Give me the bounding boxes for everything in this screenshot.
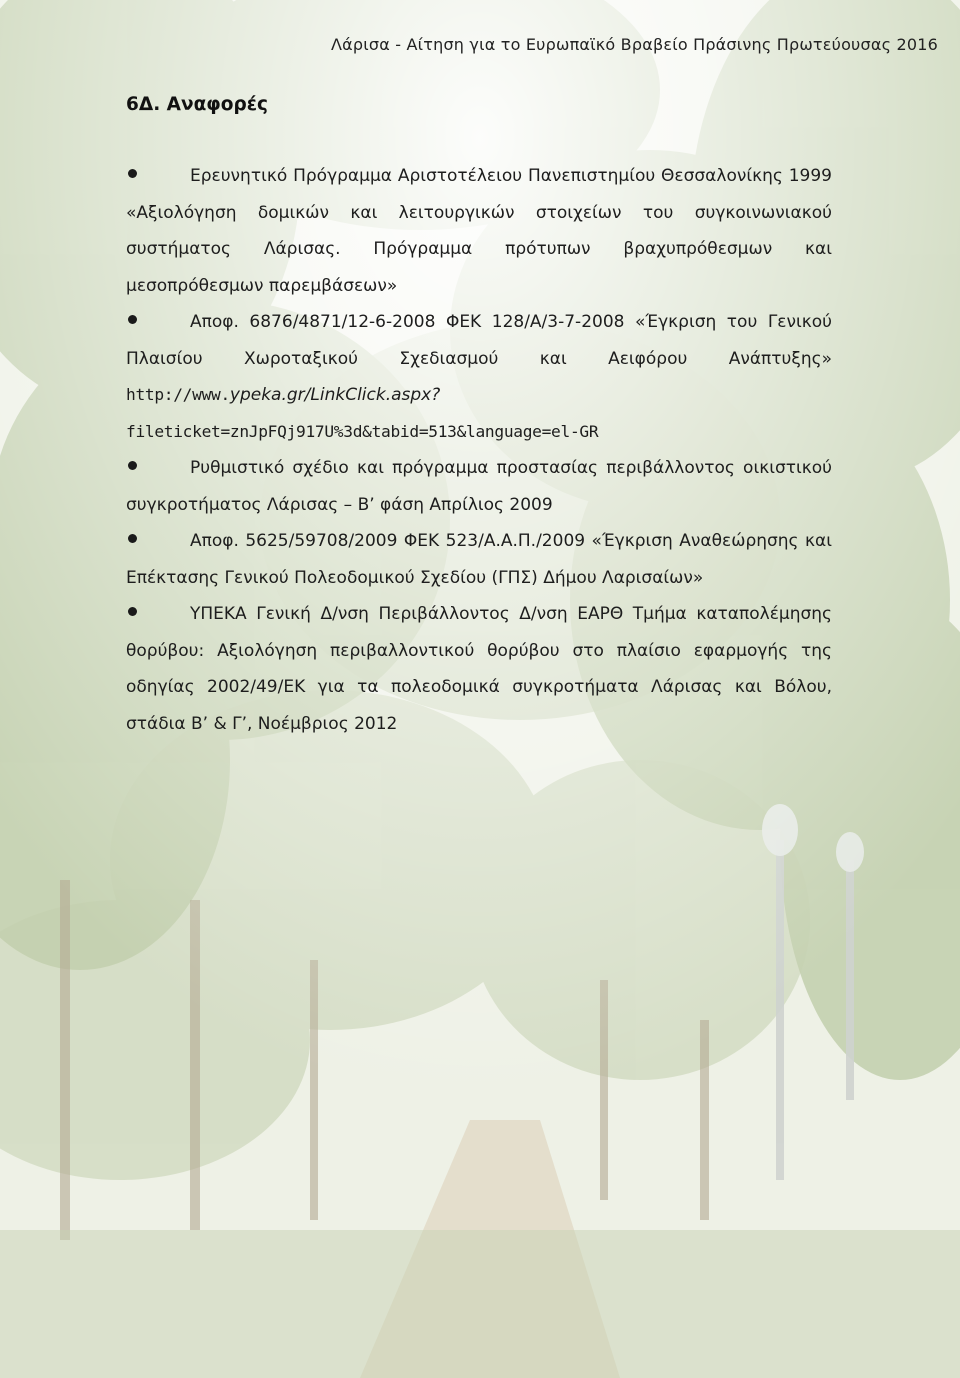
reference-item xyxy=(126,304,832,450)
reference-text: Αποφ. 5625/59708/2009 ΦΕΚ 523/Α.Α.Π./2009 «Έγκριση Αναθεώρησης και Επέκτασης Γενικού Πολεοδομικού Σχεδίου (ΓΠΣ) Δήμου Λαρισαίων» xyxy=(126,531,832,588)
reference-text: Ερευνητικό Πρόγραμμα Αριστοτέλειου Πανεπιστημίου Θεσσαλονίκης 1999 «Αξιολόγηση δομικών και λειτουργικών στοιχείων του συγκοινωνιακού συστήματος Λάρισας. Πρόγραμμα πρότυπων βραχυπρόθεσμων και μεσοπρόθεσμων παρεμβάσεων» xyxy=(126,166,832,296)
reference-list xyxy=(126,158,832,742)
reference-item xyxy=(126,450,832,523)
link-body: ypeka.gr/LinkClick.aspx? xyxy=(229,385,441,405)
reference-link[interactable] xyxy=(126,385,598,442)
reference-item xyxy=(126,596,832,742)
reference-text: Αποφ. 6876/4871/12-6-2008 ΦΕΚ 128/Α/3-7-2008 «Έγκριση του Γενικού Πλαισίου Χωροταξικού Σχεδιασμού και Αειφόρου Ανάπτυξης» xyxy=(126,312,832,369)
link-prefix: http://www. xyxy=(126,385,230,404)
reference-item xyxy=(126,158,832,304)
reference-text: Ρυθμιστικό σχέδιο και πρόγραμμα προστασίας περιβάλλοντος οικιστικού συγκροτήματος Λάρισας – Β’ φάση Απρίλιος 2009 xyxy=(126,458,832,515)
section-title: 6Δ. Αναφορές xyxy=(126,94,268,115)
running-header: Λάρισα - Αίτηση για το Ευρωπαϊκό Βραβείο Πράσινης Πρωτεύουσας 2016 xyxy=(331,35,938,54)
reference-text: ΥΠΕΚΑ Γενική Δ/νση Περιβάλλοντος Δ/νση ΕΑΡΘ Τμήμα καταπολέμησης θορύβου: Αξιολόγηση περιβαλλοντικού θορύβου στο πλαίσιο εφαρμογής της οδηγίας 2002/49/ΕΚ για τα πολεοδομικά συγκροτήματα Λάρισας και Βόλου, στάδια Β’ & Γ’, Νοέμβριος 2012 xyxy=(126,604,832,734)
reference-item xyxy=(126,523,832,596)
link-suffix: fileticket=znJpFQj917U%3d&tabid=513&language=el-GR xyxy=(126,421,599,441)
